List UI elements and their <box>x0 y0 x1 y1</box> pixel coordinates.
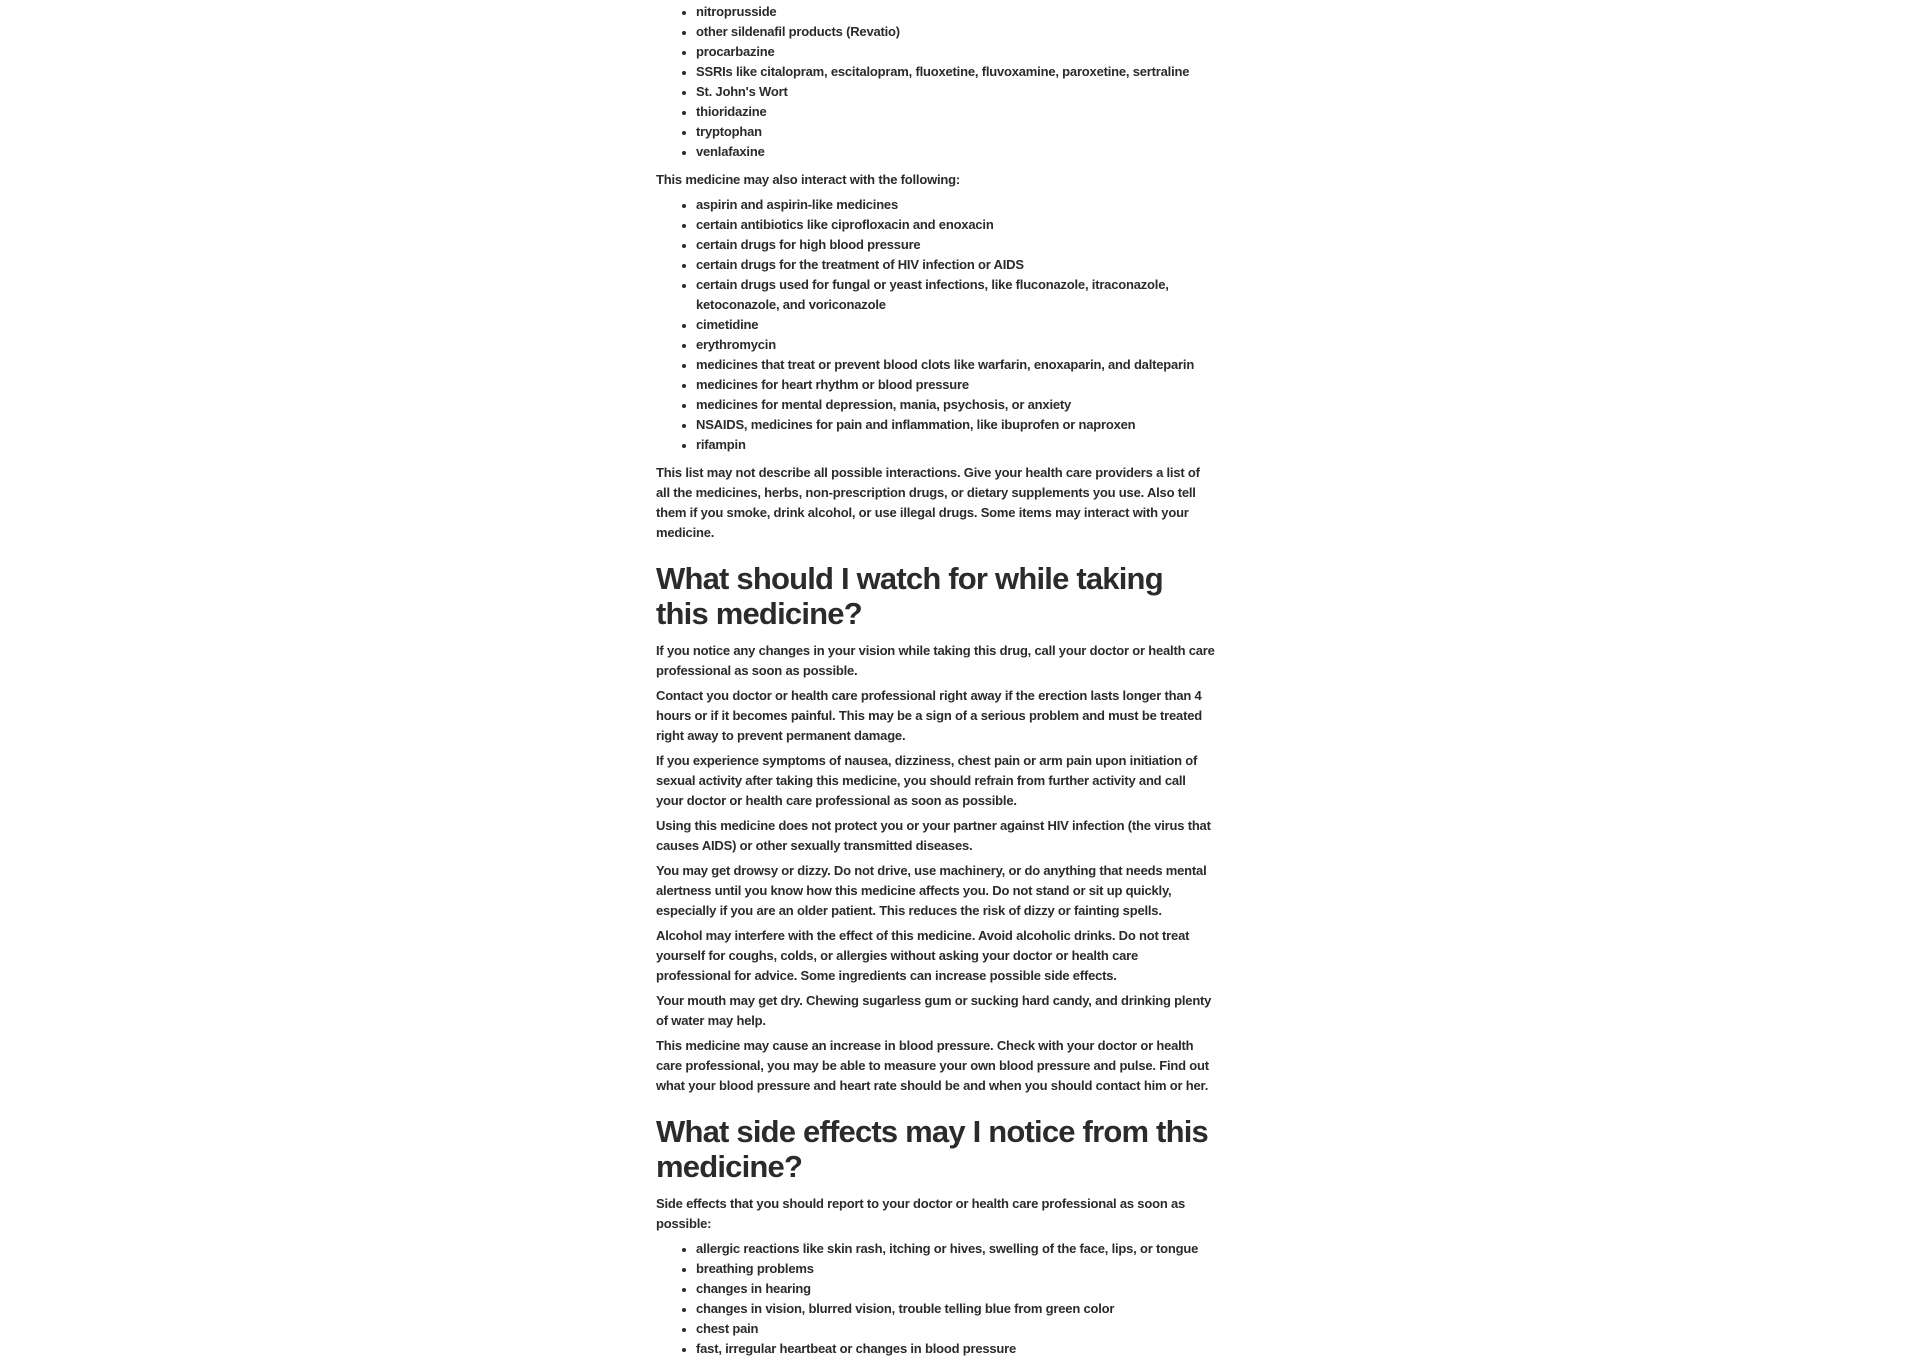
watch-paragraph: Your mouth may get dry. Chewing sugarless gum or sucking hard candy, and drinking plenty of water may help. <box>656 993 1212 1028</box>
list-item: • tryptophan <box>696 122 1216 142</box>
watch-paragraph: If you experience symptoms of nausea, dizziness, chest pain or arm pain upon initiation of sexual activity after taking this medicine, you should refrain from further activity and call your doctor or health care professional as soon as possible. <box>656 753 1198 808</box>
list-item: • certain drugs for the treatment of HIV infection or AIDS <box>696 255 1216 275</box>
watch-paragraph: Alcohol may interfere with the effect of this medicine. Avoid alcoholic drinks. Do not treat yourself for coughs, colds, or allergies without asking your doctor or health care professional for advice. Some ingredients can increase possible side effects. <box>656 928 1190 983</box>
list-item: • erythromycin <box>696 335 1216 355</box>
list-item: • SSRIs like citalopram, escitalopram, fluoxetine, fluvoxamine, paroxetine, sertraline <box>696 62 1216 82</box>
side-effects-intro: Side effects that you should report to your doctor or health care professional as soon as possible: <box>656 1196 1186 1231</box>
list-item: • chest pain <box>696 1319 1216 1339</box>
list-item: • rifampin <box>696 435 1216 455</box>
watch-paragraph: If you notice any changes in your vision while taking this drug, call your doctor or health care professional as soon as possible. <box>656 643 1215 678</box>
interactions-note: This list may not describe all possible interactions. Give your health care providers a list of all the medicines, herbs, non-prescription drugs, or dietary supplements you use. Also tell them if you smoke, drink alcohol, or use illegal drugs. Some items may interact with your medicine. <box>656 465 1200 540</box>
watch-heading: What should I watch for while taking this medicine? <box>656 561 1163 631</box>
list-item: • aspirin and aspirin-like medicines <box>696 195 1216 215</box>
list-item: • medicines for mental depression, mania, psychosis, or anxiety <box>696 395 1216 415</box>
side-effects-heading: What side effects may I notice from this medicine? <box>656 1114 1208 1184</box>
interactions-intro: This medicine may also interact with the following: <box>656 172 961 187</box>
list-item: • allergic reactions like skin rash, itching or hives, swelling of the face, lips, or tongue <box>696 1239 1216 1259</box>
list-item: • procarbazine <box>696 42 1216 62</box>
list-item: • certain drugs used for fungal or yeast infections, like fluconazole, itraconazole, ketoconazole, and voriconazole <box>696 275 1216 315</box>
interaction-drug-list <box>656 195 1216 455</box>
list-item: • other sildenafil products (Revatio) <box>696 22 1216 42</box>
side-effects-list <box>656 1239 1216 1359</box>
watch-paragraph: This medicine may cause an increase in blood pressure. Check with your doctor or health care professional, you may be able to measure your own blood pressure and pulse. Find out what your blood pressure and heart rate should be and when you should contact him or her. <box>656 1038 1209 1093</box>
list-item: • fast, irregular heartbeat or changes in blood pressure <box>696 1339 1216 1359</box>
list-item: • changes in hearing <box>696 1279 1216 1299</box>
list-item: • breathing problems <box>696 1259 1216 1279</box>
list-item: • cimetidine <box>696 315 1216 335</box>
contraindicated-drug-list <box>656 2 1216 162</box>
list-item: • certain drugs for high blood pressure <box>696 235 1216 255</box>
watch-paragraph: Using this medicine does not protect you or your partner against HIV infection (the virus that causes AIDS) or other sexually transmitted diseases. <box>656 818 1211 853</box>
list-item: • venlafaxine <box>696 142 1216 162</box>
article-content <box>656 0 1216 1359</box>
watch-paragraph: You may get drowsy or dizzy. Do not drive, use machinery, or do anything that needs mental alertness until you know how this medicine affects you. Do not stand or sit up quickly, especially if you are an older patient. This reduces the risk of dizzy or fainting spells. <box>656 863 1207 918</box>
watch-paragraph: Contact you doctor or health care professional right away if the erection lasts longer than 4 hours or if it becomes painful. This may be a sign of a serious problem and must be treated right away to prevent permanent damage. <box>656 688 1202 743</box>
list-item: • NSAIDS, medicines for pain and inflammation, like ibuprofen or naproxen <box>696 415 1216 435</box>
list-item: • nitroprusside <box>696 2 1216 22</box>
list-item: • certain antibiotics like ciprofloxacin and enoxacin <box>696 215 1216 235</box>
list-item: • changes in vision, blurred vision, trouble telling blue from green color <box>696 1299 1216 1319</box>
list-item: • St. John's Wort <box>696 82 1216 102</box>
list-item: • thioridazine <box>696 102 1216 122</box>
list-item: • medicines for heart rhythm or blood pressure <box>696 375 1216 395</box>
list-item: • medicines that treat or prevent blood clots like warfarin, enoxaparin, and dalteparin <box>696 355 1216 375</box>
